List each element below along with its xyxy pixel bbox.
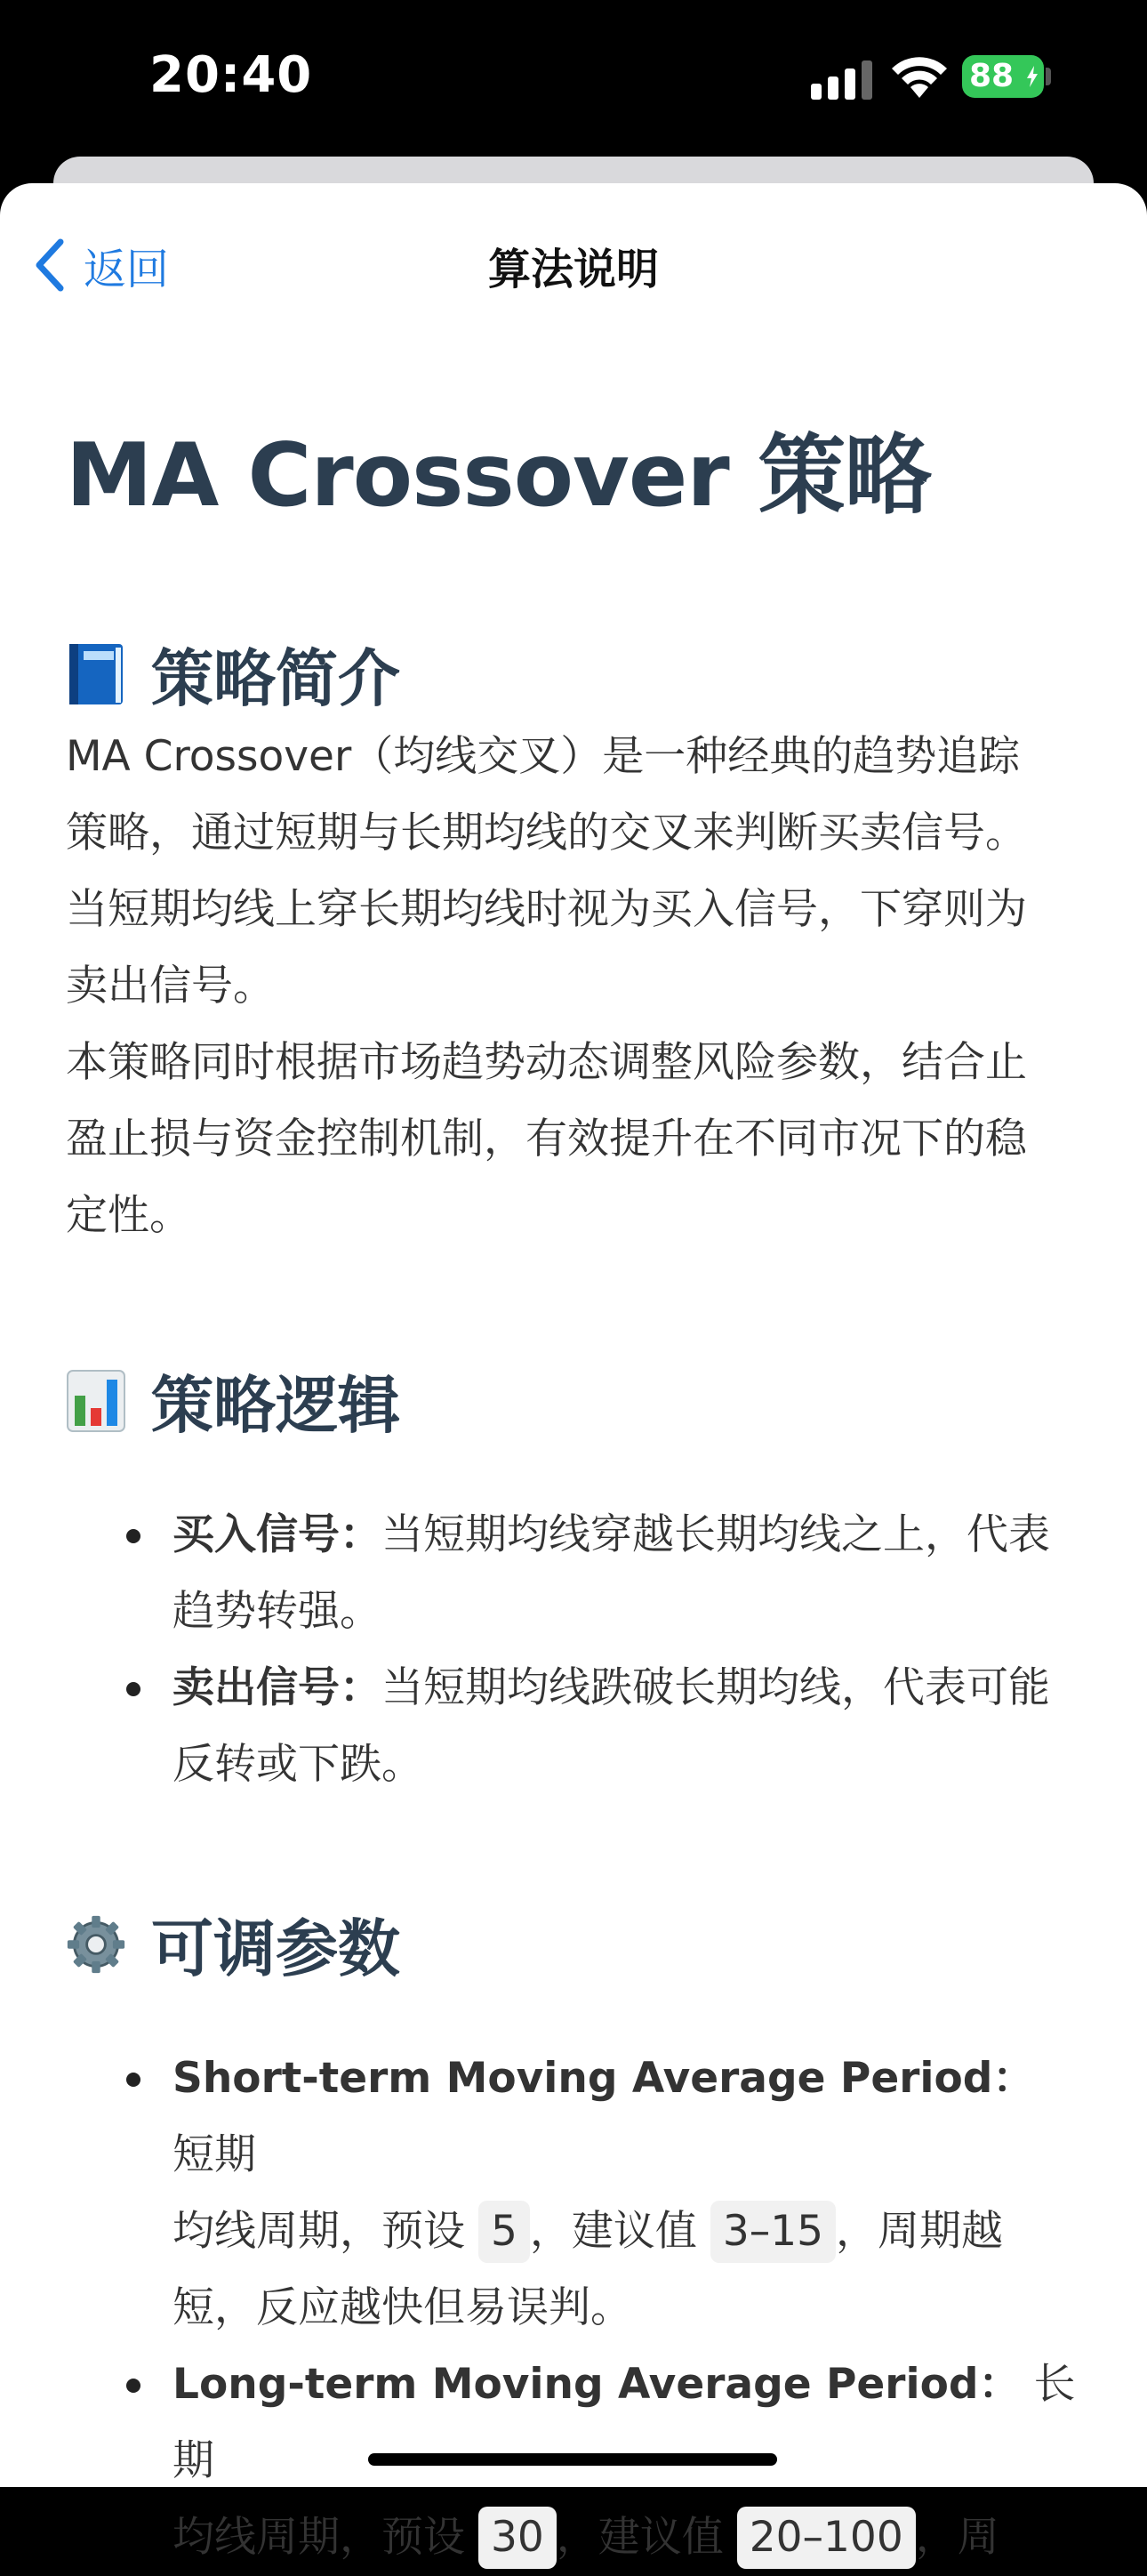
text-line: 本策略同时根据市场趋势动态调整风险参数，结合止 (66, 1038, 1027, 1087)
text-line: 卖出信号。 (66, 962, 275, 1010)
item-text: ，建议值 (556, 2513, 724, 2562)
logic-list (66, 1497, 1088, 1803)
item-text: ，建议值 (529, 2207, 697, 2256)
short-period-term: Short-term Moving Average Period： (172, 2054, 1035, 2103)
back-label: 返回 (84, 244, 170, 294)
default-value-code: 30 (478, 2507, 557, 2569)
params-list (66, 2041, 1088, 2576)
item-text: ，周 (915, 2513, 999, 2562)
text-line: 当短期均线上穿长期均线时视为买入信号，下穿则为 (66, 885, 1027, 934)
item-text: 均线周期，预设 (172, 2513, 465, 2562)
item-text: 当短期均线跌破长期均线，代表可能 (381, 1663, 1050, 1712)
charging-bolt-icon (1026, 66, 1039, 87)
cellular-signal-icon (811, 60, 873, 100)
item-text: 短期 (172, 2130, 256, 2179)
section-heading-params (66, 1899, 1088, 1989)
section-title: 策略逻辑 (151, 1369, 400, 1442)
range-value-code: 20–100 (737, 2507, 916, 2569)
default-value-code: 5 (478, 2201, 530, 2263)
buy-signal-term: 买入信号： (172, 1510, 381, 1559)
status-bar (0, 0, 1147, 160)
bar-chart-icon (66, 1369, 126, 1433)
wifi-icon (889, 55, 950, 100)
list-item (66, 1650, 1088, 1803)
item-text: ，周期越 (836, 2207, 1004, 2256)
gear-icon (66, 1912, 126, 1976)
page-title: MA Crossover 策略 (66, 425, 931, 527)
nav-title: 算法说明 (487, 245, 659, 294)
item-text: 当短期均线穿越长期均线之上，代表 (381, 1510, 1050, 1559)
section-title: 可调参数 (151, 1912, 400, 1985)
battery-indicator (962, 55, 1044, 98)
intro-paragraph-2 (66, 1025, 1088, 1254)
home-indicator (368, 2453, 777, 2466)
text-line: 盈止损与资金控制机制，有效提升在不同市况下的稳 (66, 1115, 1027, 1163)
item-text: 趋势转强。 (172, 1587, 381, 1636)
section-title: 策略简介 (151, 642, 400, 715)
list-item (66, 1497, 1088, 1650)
sell-signal-term: 卖出信号： (172, 1663, 381, 1712)
text-line: 定性。 (66, 1191, 191, 1240)
section-heading-logic (66, 1356, 1088, 1445)
section-heading-intro (66, 629, 1088, 719)
modal-sheet (0, 183, 1147, 2562)
battery-level: 88 (969, 58, 1015, 94)
item-text: 长期 (172, 2360, 1076, 2485)
intro-paragraph-1 (66, 719, 1088, 1025)
list-item (66, 2041, 1088, 2347)
text-line: MA Crossover（均线交叉）是一种经典的趋势追踪 (66, 732, 1021, 781)
status-time: 20:40 (149, 46, 313, 104)
item-text: 反转或下跌。 (172, 1740, 423, 1789)
item-text: 短，反应越快但易误判。 (172, 2283, 632, 2332)
range-value-code: 3–15 (710, 2201, 836, 2263)
long-period-term: Long-term Moving Average Period： (172, 2360, 1021, 2409)
blue-book-icon (66, 642, 126, 706)
battery-cap (1046, 68, 1051, 85)
text-line: 策略，通过短期与长期均线的交叉来判断买卖信号。 (66, 809, 1027, 857)
document-content (66, 406, 1088, 2576)
item-text: 均线周期，预设 (172, 2207, 465, 2256)
